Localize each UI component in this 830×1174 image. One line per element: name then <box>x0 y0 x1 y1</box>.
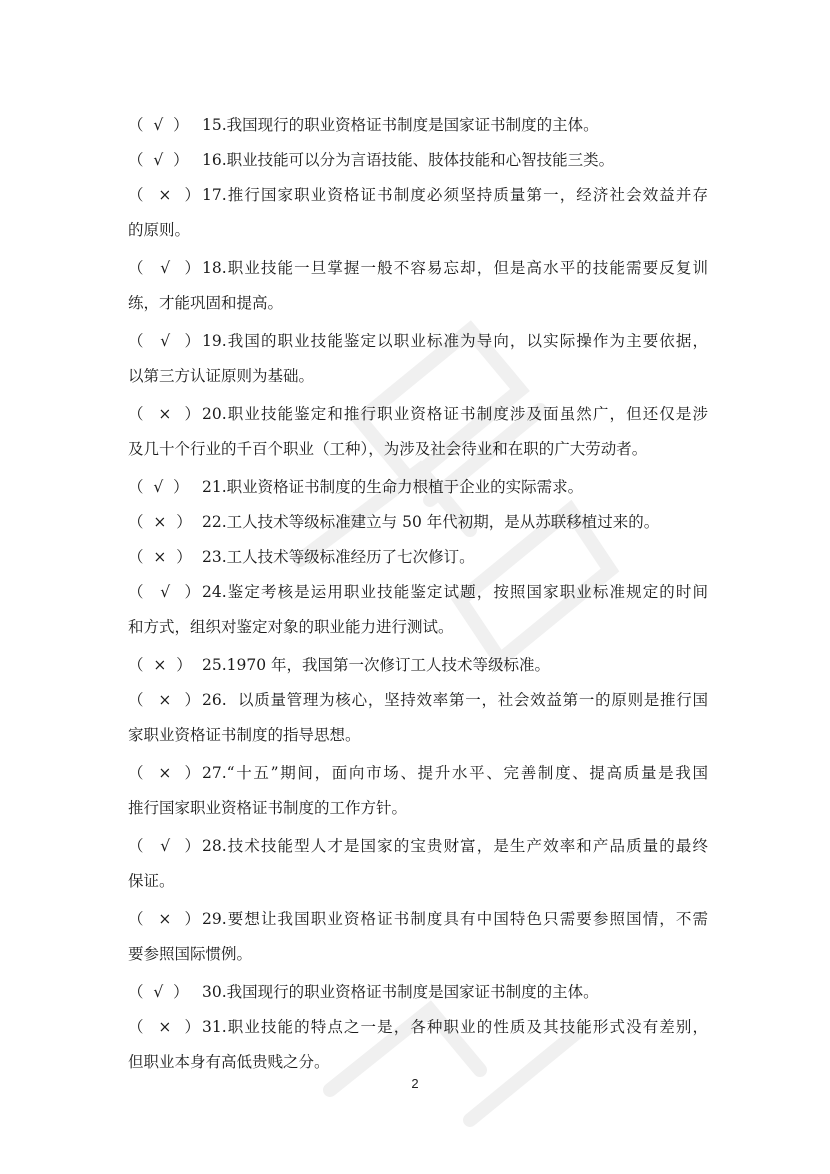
question-text: 及几十个行业的千百个职业（工种），为涉及社会待业和在职的广大劳动者。 <box>128 440 648 458</box>
question-number: 31. <box>202 1018 227 1036</box>
question-text: 推行国家职业资格证书制度必须坚持质量第一，经济社会效益并存 <box>226 186 708 204</box>
question-item <box>128 108 708 143</box>
question-text: 1970 年，我国第一次修订工人技术等级标准。 <box>226 656 551 674</box>
question-first-line <box>128 829 708 864</box>
page-number: 2 <box>411 1076 419 1091</box>
question-text: 要想让我国职业资格证书制度具有中国特色只需要参照国情，不需 <box>226 910 708 928</box>
question-number: 30. <box>202 983 227 1001</box>
question-first-line <box>128 397 708 432</box>
answer-mark: （ × ） <box>128 405 200 423</box>
question-first-line <box>128 108 708 143</box>
answer-mark: （ × ） <box>128 764 200 782</box>
question-item <box>128 178 708 248</box>
question-continuation-line <box>128 213 708 248</box>
question-text: 推行国家职业资格证书制度的工作方针。 <box>128 799 408 817</box>
question-text: 工人技术等级标准经历了七次修订。 <box>226 548 475 566</box>
question-text: 但职业本身有高低贵贱之分。 <box>128 1053 330 1071</box>
question-first-line <box>128 1010 708 1045</box>
answer-mark: （ √ ） <box>128 837 200 855</box>
question-number: 21. <box>202 478 227 496</box>
question-number: 22. <box>202 513 227 531</box>
question-number: 27. <box>202 764 227 782</box>
question-item <box>128 648 708 683</box>
answer-mark: （ × ） <box>128 656 192 674</box>
question-first-line <box>128 470 708 505</box>
question-text: 的原则。 <box>128 221 191 239</box>
question-text: 练，才能巩固和提高。 <box>128 294 284 312</box>
question-number: 28. <box>202 837 227 855</box>
question-first-line <box>128 756 708 791</box>
answer-mark: （ √ ） <box>128 983 189 1001</box>
question-continuation-line <box>128 937 708 972</box>
question-continuation-line <box>128 718 708 753</box>
question-item <box>128 540 708 575</box>
question-continuation-line <box>128 610 708 645</box>
question-number: 26. <box>202 691 227 709</box>
answer-mark: （ √ ） <box>128 116 189 134</box>
question-item <box>128 397 708 467</box>
question-text: 职业资格证书制度的生命力根植于企业的实际需求。 <box>226 478 584 496</box>
question-first-line <box>128 178 708 213</box>
answer-mark: （ √ ） <box>128 151 189 169</box>
question-first-line <box>128 505 708 540</box>
answer-mark: （ × ） <box>128 186 200 204</box>
question-number: 16. <box>202 151 227 169</box>
question-text: 我国的职业技能鉴定以职业标准为导向，以实际操作为主要依据， <box>226 332 708 350</box>
question-item <box>128 829 708 899</box>
question-number: 25. <box>202 656 227 674</box>
question-text: 以第三方认证原则为基础。 <box>128 367 315 385</box>
answer-mark: （ × ） <box>128 691 200 709</box>
question-item <box>128 975 708 1010</box>
answer-mark: （ √ ） <box>128 332 200 350</box>
question-number: 15. <box>202 116 227 134</box>
question-first-line <box>128 251 708 286</box>
question-text: 和方式，组织对鉴定对象的职业能力进行测试。 <box>128 618 454 636</box>
question-item <box>128 575 708 645</box>
question-item <box>128 505 708 540</box>
question-number: 20. <box>202 405 227 423</box>
question-text: 要参照国际惯例。 <box>128 945 253 963</box>
answer-mark: （ × ） <box>128 548 192 566</box>
question-continuation-line <box>128 286 708 321</box>
question-continuation-line <box>128 864 708 899</box>
answer-mark: （ √ ） <box>128 478 189 496</box>
answer-mark: （ √ ） <box>128 259 200 277</box>
question-text: “十五”期间，面向市场、提升水平、完善制度、提高质量是我国 <box>226 764 708 782</box>
question-item <box>128 251 708 321</box>
question-number: 17. <box>202 186 227 204</box>
answer-mark: （ × ） <box>128 1018 200 1036</box>
question-text: 保证。 <box>128 872 175 890</box>
question-first-line <box>128 143 708 178</box>
question-text: 技术技能型人才是国家的宝贵财富，是生产效率和产品质量的最终 <box>226 837 708 855</box>
question-item <box>128 470 708 505</box>
question-continuation-line <box>128 432 708 467</box>
question-number: 18. <box>202 259 227 277</box>
question-first-line <box>128 902 708 937</box>
question-text: 我国现行的职业资格证书制度是国家证书制度的主体。 <box>226 116 599 134</box>
question-number: 19. <box>202 332 227 350</box>
answer-mark: （ × ） <box>128 910 200 928</box>
question-item <box>128 756 708 826</box>
question-first-line <box>128 683 708 718</box>
question-number: 24. <box>202 583 227 601</box>
question-text: 职业技能可以分为言语技能、肢体技能和心智技能三类。 <box>226 151 615 169</box>
question-first-line <box>128 975 708 1010</box>
question-text: 家职业资格证书制度的指导思想。 <box>128 726 361 744</box>
question-first-line <box>128 540 708 575</box>
question-continuation-line <box>128 359 708 394</box>
question-first-line <box>128 648 708 683</box>
question-first-line <box>128 575 708 610</box>
answer-mark: （ √ ） <box>128 583 200 601</box>
question-continuation-line <box>128 791 708 826</box>
question-item <box>128 683 708 753</box>
question-item <box>128 143 708 178</box>
question-list <box>128 108 708 1083</box>
question-continuation-line <box>128 1045 708 1080</box>
question-text: 以质量管理为核心，坚持效率第一，社会效益第一的原则是推行国 <box>226 691 708 709</box>
question-text: 职业技能鉴定和推行职业资格证书制度涉及面虽然广，但还仅是涉 <box>226 405 708 423</box>
question-item <box>128 324 708 394</box>
question-text: 鉴定考核是运用职业技能鉴定试题，按照国家职业标准规定的时间 <box>226 583 708 601</box>
answer-mark: （ × ） <box>128 513 192 531</box>
question-item <box>128 1010 708 1080</box>
question-number: 23. <box>202 548 227 566</box>
question-text: 职业技能的特点之一是，各种职业的性质及其技能形式没有差别， <box>226 1018 708 1036</box>
question-first-line <box>128 324 708 359</box>
question-text: 职业技能一旦掌握一般不容易忘却，但是高水平的技能需要反复训 <box>226 259 708 277</box>
question-item <box>128 902 708 972</box>
question-text: 工人技术等级标准建立与 50 年代初期，是从苏联移植过来的。 <box>226 513 660 531</box>
question-number: 29. <box>202 910 227 928</box>
question-text: 我国现行的职业资格证书制度是国家证书制度的主体。 <box>226 983 599 1001</box>
